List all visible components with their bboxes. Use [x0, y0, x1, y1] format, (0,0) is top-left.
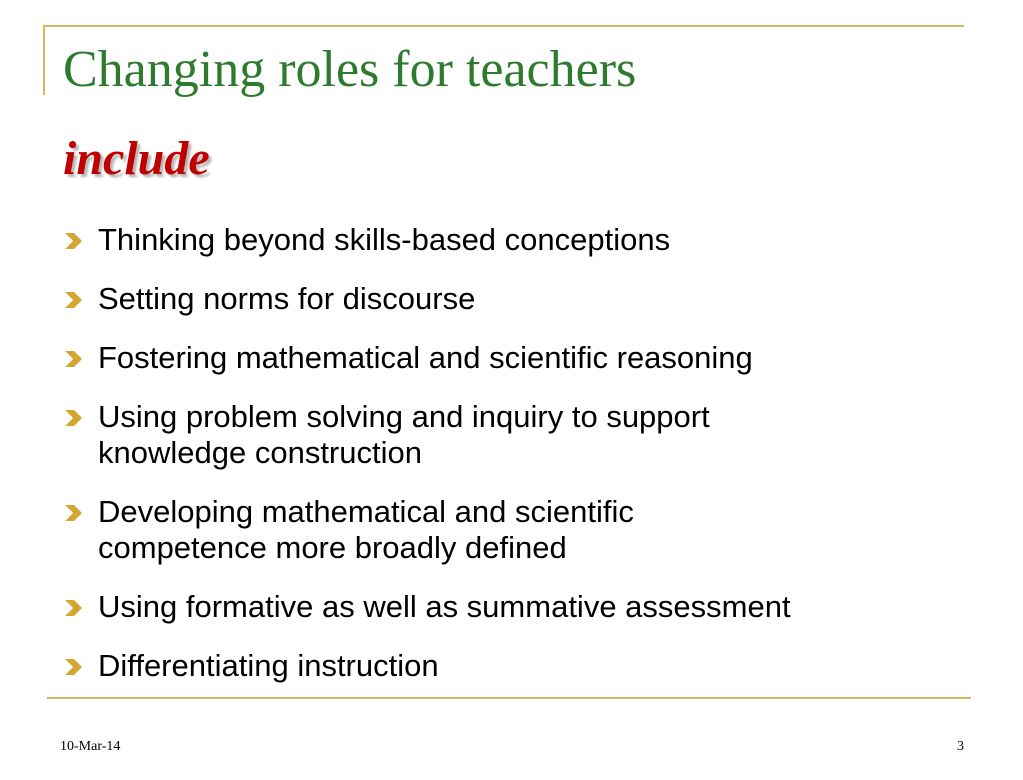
bottom-accent-line: [47, 697, 971, 699]
slide-title: Changing roles for teachers: [63, 41, 637, 98]
bullet-text: Thinking beyond skills-based conceptions: [98, 222, 671, 257]
bullet-text: Using formative as well as summative assessment: [98, 589, 791, 624]
arrow-bullet-icon: [63, 407, 85, 429]
arrow-bullet-icon: [63, 348, 85, 370]
arrow-bullet-icon: [63, 597, 85, 619]
arrow-bullet-icon: [63, 502, 85, 524]
top-accent-line: [43, 25, 964, 27]
bullet-text: Fostering mathematical and scientific reasoning: [98, 340, 753, 375]
left-accent-line: [43, 25, 45, 95]
slide-number: 3: [957, 739, 964, 754]
bullet-text: Setting norms for discourse: [98, 281, 476, 316]
bullet-text: Using problem solving and inquiry to support knowledge construction: [98, 399, 710, 470]
arrow-bullet-icon: [63, 230, 85, 252]
arrow-bullet-icon: [63, 656, 85, 678]
arrow-bullet-icon: [63, 289, 85, 311]
footer-date: 10-Mar-14: [60, 739, 121, 754]
slide-title-emphasis: include: [63, 132, 210, 185]
bullet-text: Developing mathematical and scientific competence more broadly defined: [98, 494, 634, 565]
bullet-text: Differentiating instruction: [98, 648, 439, 683]
